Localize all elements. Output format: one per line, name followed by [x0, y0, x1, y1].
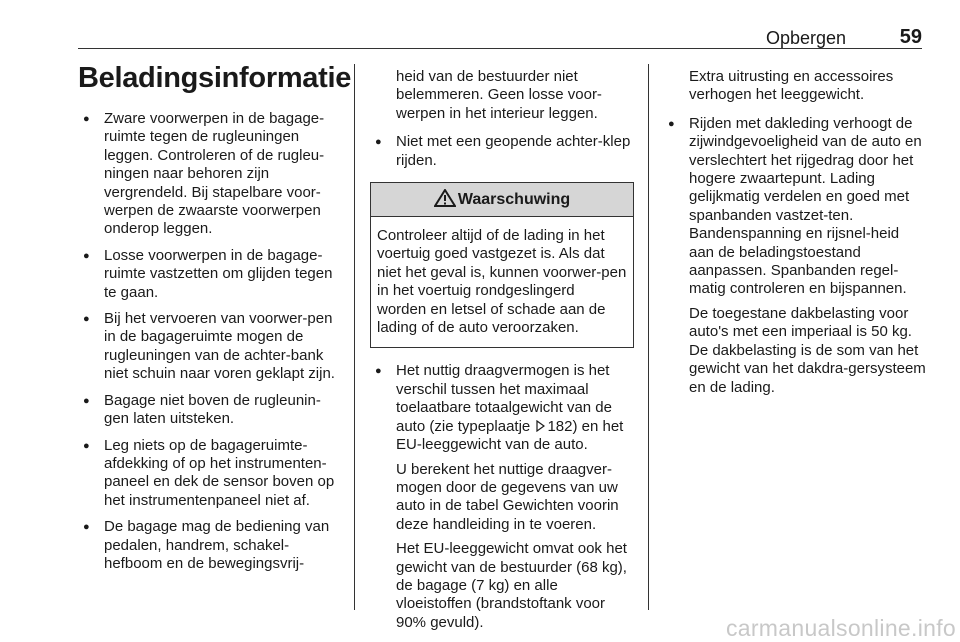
- column-divider: [648, 64, 649, 610]
- watermark: carmanualsonline.info: [725, 615, 956, 641]
- warning-triangle-icon: [434, 189, 456, 207]
- list-item: ● De bagage mag de bediening van pedalen, handrem, schakel-hefboom en de bewegingsvrij-: [78, 518, 342, 573]
- continued-text: heid van de bestuurder niet belemmeren. Geen losse voor-werpen in het interieur leggen.: [396, 68, 602, 122]
- column-3: [663, 68, 927, 405]
- page-header: [78, 24, 922, 49]
- paragraph: Het EU-leeggewicht omvat ook het gewicht van de bestuurder (68 kg), de bagage (7 kg) en alle vloeistoffen (brandstoftank voor 90% gevuld).: [396, 540, 627, 631]
- paragraph: U berekent het nuttige draagver-mogen door de gegevens van uw auto in de tabel Gewichten voorin deze handleiding in te voeren.: [396, 460, 619, 533]
- column-divider: [354, 64, 355, 610]
- payload-text: Het nuttig draagvermogen is het verschil tussen het maximaal toelaatbare totaalgewicht van de auto (zie typeplaatje: [396, 362, 612, 435]
- list-item: ● Bagage niet boven de rugleunin-gen laten uitsteken.: [78, 392, 342, 429]
- warning-heading: [371, 183, 633, 217]
- page-title: Beladingsinformatie: [78, 62, 352, 94]
- paragraph: De toegestane dakbelasting voor auto's met een imperiaal is 50 kg. De dakbelasting is de som van het gewicht van het dakdra-gersysteem en de lading.: [689, 304, 926, 396]
- warning-box: [370, 182, 634, 348]
- section-title: Opbergen: [765, 28, 846, 48]
- warning-body: Controleer altijd of de lading in het voertuig goed vastgezet is. Als dat niet het geval is, kunnen voorwer-pen in het voertuig rondgeslingerd worden en letsel of schade aan de lading of de auto veroorzaken.: [377, 227, 627, 337]
- list-item: ● Bij het vervoeren van voorwer-pen in de bagageruimte mogen de rugleuningen van de achter-bank niet schuin naar voren geklapt zijn.: [78, 310, 342, 384]
- payload-text-cont: 182) en het EU-leeggewicht van de auto.: [396, 417, 624, 454]
- list-item: [370, 362, 634, 454]
- page-number: 59: [899, 26, 922, 48]
- list-item: ● Zware voorwerpen in de bagage-ruimte tegen de rugleuningen leggen. Controleren of de rugleu-ningen naar behoren zijn vergrendeld. Bij stapelbare voor-werpen de zwaarste voorwerpen onderop leggen.: [78, 110, 342, 239]
- column-2: [370, 68, 634, 640]
- list-item: ● Leg niets op de bagageruimte-afdekking of op het instrumenten-paneel en dek de sensor boven op het instrumentenpaneel niet af.: [78, 437, 342, 511]
- list-item: ● Niet met een geopende achter-klep rijden.: [370, 133, 634, 170]
- column-1: [78, 110, 342, 581]
- warning-heading-text: Waarschuwing: [457, 191, 571, 209]
- continued-text: Extra uitrusting en accessoires verhogen het leeggewicht.: [689, 68, 894, 104]
- list-item: ● Rijden met dakleding verhoogt de zijwindgevoeligheid van de auto en verslechtert het rijgedrag door het hogere zwaartepunt. Lading gelijkmatig verdelen en goed met spanbanden vastzet-ten. Bandenspanning en rijsnel-heid aan de beladingstoestand aanpassen. Spanbanden regel-matig controleren en bijspannen.: [663, 115, 927, 299]
- page-ref-arrow-icon: [536, 419, 545, 431]
- list-item: ● Losse voorwerpen in de bagage-ruimte vastzetten om glijden tegen te gaan.: [78, 247, 342, 302]
